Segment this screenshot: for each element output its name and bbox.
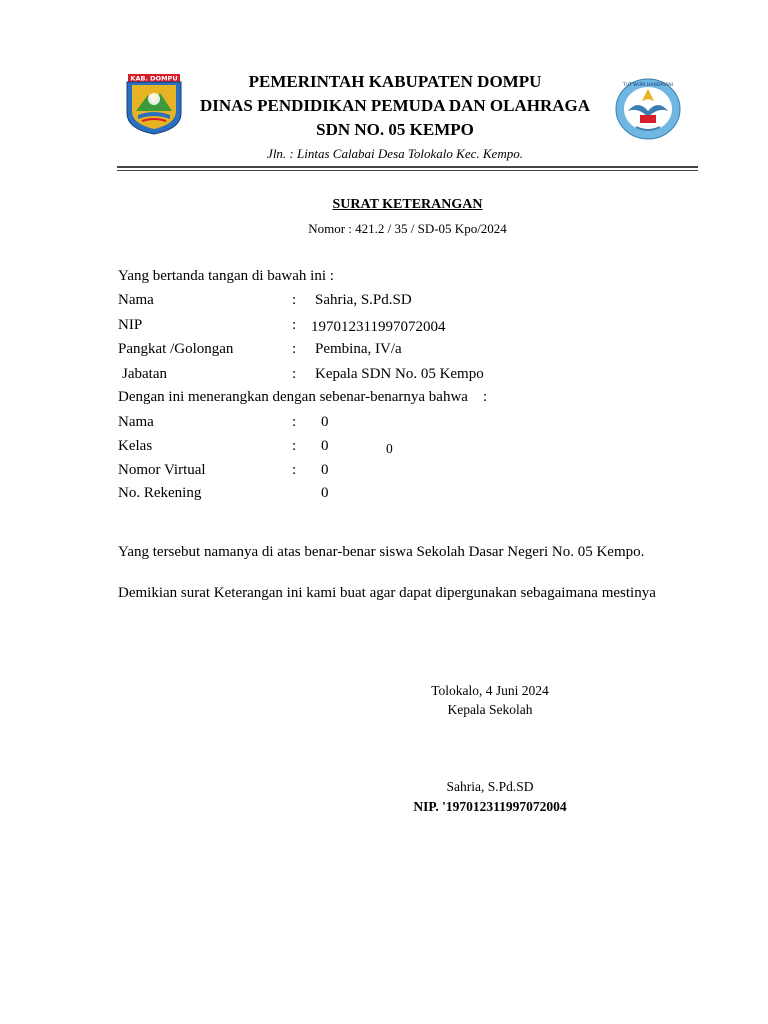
- letterhead-line-3: SDN NO. 05 KEMPO: [316, 120, 474, 139]
- letterhead-line-2: DINAS PENDIDIKAN PEMUDA DAN OLAHRAGA: [199, 96, 591, 115]
- student-account-value: 0: [321, 485, 329, 501]
- signer-rank-value: Pembina, IV/a: [315, 341, 402, 357]
- signature-nip: NIP. '197012311997072004: [413, 799, 567, 814]
- document-number: Nomor : 421.2 / 35 / SD-05 Kpo/2024: [308, 221, 507, 236]
- signer-name-colon: :: [292, 292, 297, 308]
- signer-rank-label: Pangkat /Golongan: [118, 341, 234, 357]
- student-name-colon: :: [292, 414, 297, 430]
- letterhead-line-1: PEMERINTAH KABUPATEN DOMPU: [248, 72, 542, 91]
- signer-name-value: Sahria, S.Pd.SD: [315, 292, 412, 308]
- statement-colon: :: [483, 389, 488, 405]
- student-class-colon: :: [292, 438, 297, 454]
- student-class-label: Kelas: [118, 438, 153, 454]
- letterhead-address: Jln. : Lintas Calabai Desa Tolokalo Kec. Kempo.: [267, 146, 523, 161]
- student-name-value: 0: [321, 414, 329, 430]
- letterhead-rule-thick: [117, 166, 698, 168]
- student-va-colon: :: [292, 462, 297, 478]
- student-class-extra: 0: [386, 441, 393, 456]
- signature-name: Sahria, S.Pd.SD: [446, 779, 534, 794]
- signer-name-label: Nama: [118, 292, 154, 308]
- student-va-label: Nomor Virtual: [118, 462, 206, 478]
- paragraph-closing: Demikian surat Keterangan ini kami buat agar dapat dipergunakan sebagaimana mestinya: [118, 585, 656, 601]
- signer-position-label: Jabatan: [122, 366, 167, 382]
- student-account-label: No. Rekening: [118, 485, 202, 501]
- student-class-value: 0: [321, 438, 329, 454]
- signer-position-colon: :: [292, 366, 297, 382]
- signer-nip-colon: :: [292, 317, 297, 333]
- signature-position: Kepala Sekolah: [447, 702, 533, 717]
- signer-rank-colon: :: [292, 341, 297, 357]
- student-va-value: 0: [321, 462, 329, 478]
- svg-text:KAB. DOMPU: KAB. DOMPU: [130, 74, 178, 83]
- tut-wuri-handayani-emblem-icon: [614, 77, 682, 141]
- statement-text: Dengan ini menerangkan dengan sebenar-benarnya bahwa: [118, 389, 468, 405]
- signer-position-value: Kepala SDN No. 05 Kempo: [315, 366, 484, 382]
- signer-nip-label: NIP: [118, 317, 143, 333]
- student-name-label: Nama: [118, 414, 154, 430]
- letterhead-rule-thin: [117, 170, 698, 171]
- signer-nip-value: 197012311997072004: [311, 319, 446, 335]
- signature-place-date: Tolokalo, 4 Juni 2024: [431, 683, 549, 698]
- svg-text:TUT WURI HANDAYANI: TUT WURI HANDAYANI: [623, 83, 673, 88]
- paragraph-confirmation: Yang tersebut namanya di atas benar-benar siswa Sekolah Dasar Negeri No. 05 Kempo.: [118, 544, 645, 560]
- kabupaten-dompu-emblem-icon: [124, 73, 184, 135]
- document-title: SURAT KETERANGAN: [332, 197, 483, 212]
- intro-text: Yang bertanda tangan di bawah ini :: [118, 268, 334, 284]
